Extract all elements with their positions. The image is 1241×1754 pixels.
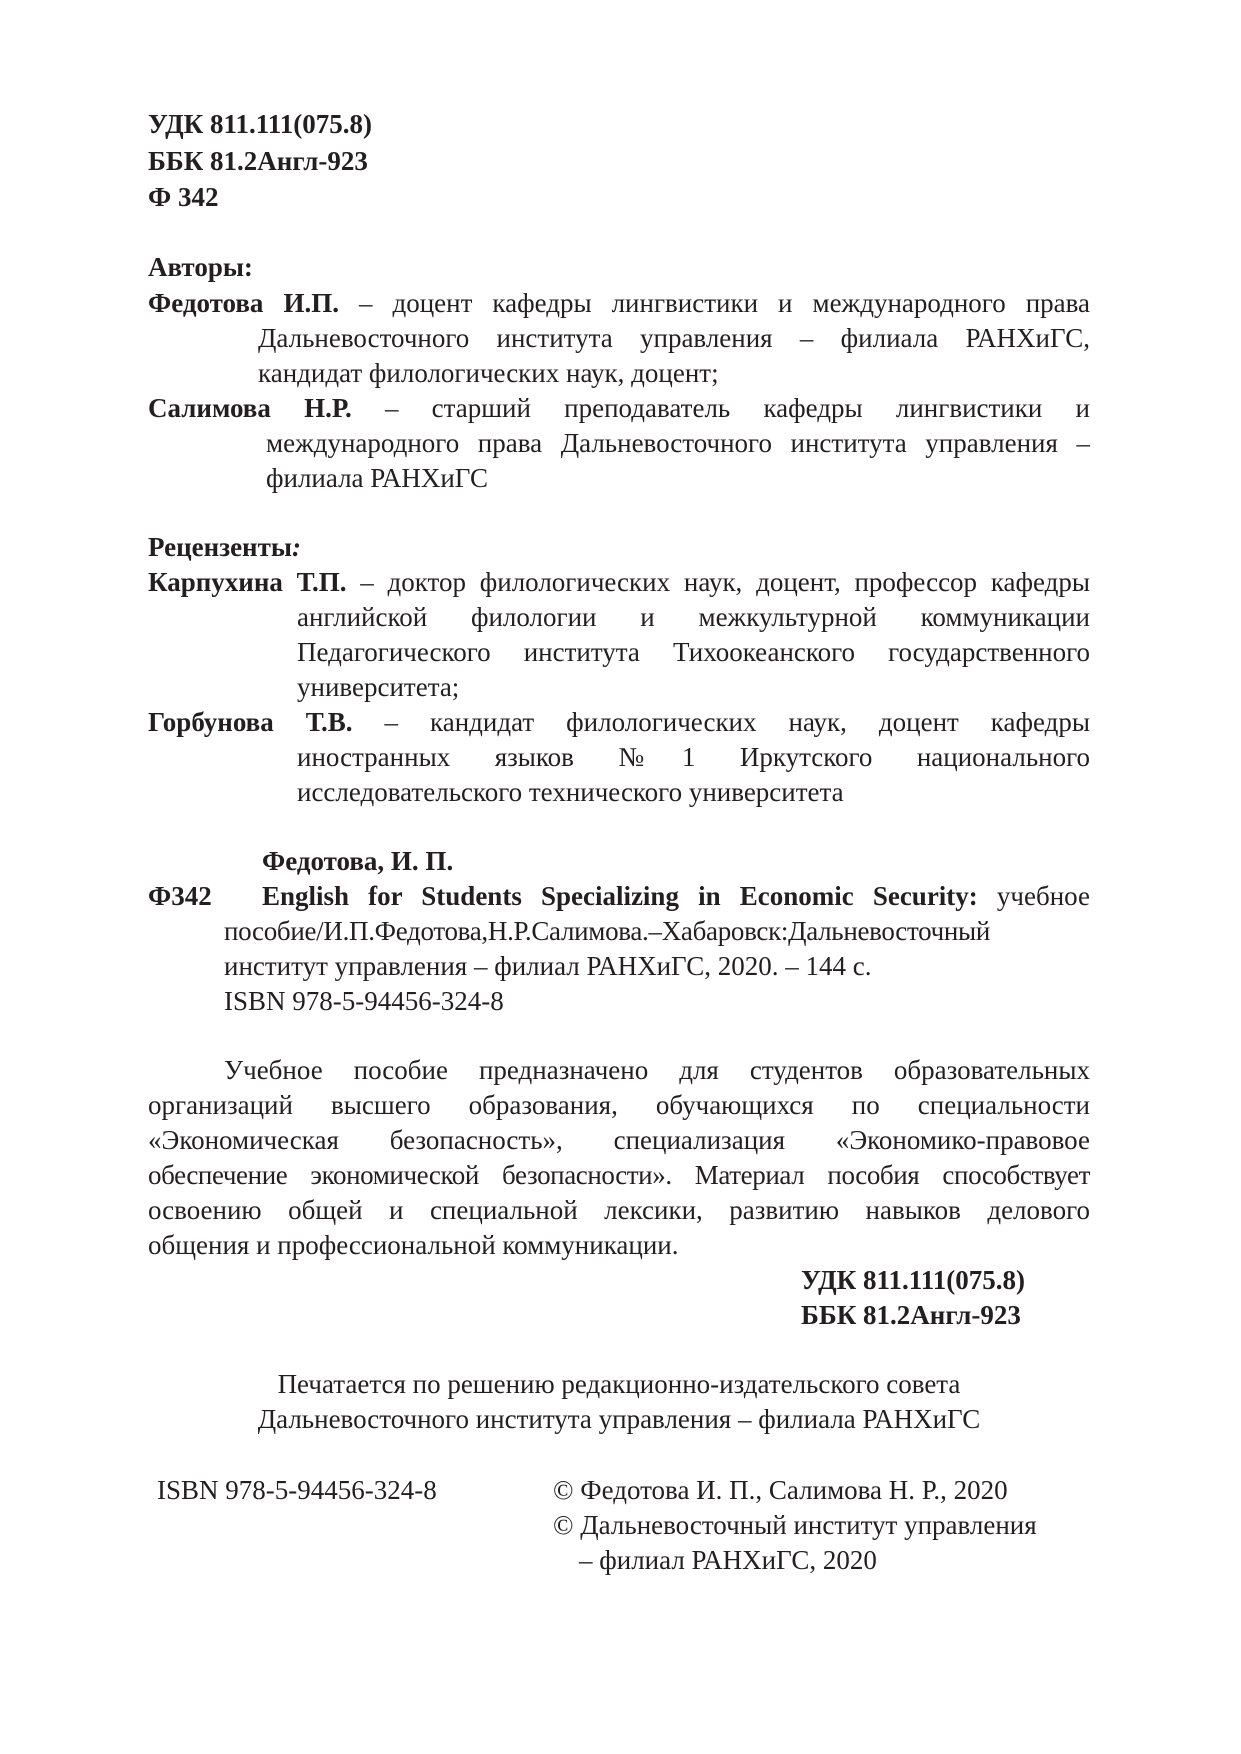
abstract-line-2: организаций высшего образования, обучающихся по специальности [148, 1090, 1090, 1120]
author-entry-1-line-3: кандидат филологических наук, доцент; [258, 358, 719, 388]
reviewer-name: Карпухина Т.П. [148, 567, 347, 597]
abstract-line-1: Учебное пособие предназначено для студентов образовательных [224, 1055, 1090, 1085]
header-bbk: ББК 81.2Англ-923 [148, 146, 368, 176]
biblio-line-3: институт управления – филиал РАНХиГС, 2020. – 144 с. [224, 951, 872, 981]
author-desc: – старший преподаватель кафедры лингвистики и [384, 393, 1090, 423]
council-line-2: Дальневосточного института управления – филиала РАНХиГС [257, 1404, 981, 1434]
biblio-isbn: ISBN 978-5-94456-324-8 [224, 986, 504, 1016]
footer-isbn: ISBN 978-5-94456-324-8 [157, 1475, 437, 1505]
author-entry-2-line-2: международного права Дальневосточного института управления – [266, 428, 1090, 458]
authors-heading: Авторы: [148, 252, 253, 282]
abstract-line-3: «Экономическая безопасность», специализация «Экономико-правовое [148, 1125, 1090, 1155]
biblio-line-1: учебное [996, 881, 1090, 911]
author-entry-1-line-1 [148, 286, 1090, 320]
footer-copyright-institute: © Дальневосточный институт управления [553, 1510, 1037, 1540]
footer-copyright-branch: – филиал РАНХиГС, 2020 [579, 1545, 877, 1575]
reviewer-entry-1-line-3: Педагогического института Тихоокеанского государственного [297, 637, 1090, 667]
author-desc: – доцент кафедры лингвистики и международного права [358, 288, 1091, 318]
footer-copyright-authors: © Федотова И. П., Салимова Н. Р., 2020 [553, 1475, 1008, 1505]
abstract-bbk: ББК 81.2Англ-923 [801, 1300, 1021, 1330]
abstract-line-4: обеспечение экономической безопасности». Материал пособия способствует [148, 1160, 1090, 1190]
author-entry-2-line-3: филиала РАНХиГС [266, 463, 489, 493]
reviewer-entry-2-line-2: иностранных языков №1 Иркутского национального [297, 742, 1090, 772]
reviewer-entry-1-line-2: английской филологии и межкультурной коммуникации [297, 602, 1090, 632]
author-name: Салимова Н.Р. [148, 393, 352, 423]
abstract-line-6: общения и профессиональной коммуникации. [148, 1230, 679, 1260]
biblio-title-line [262, 879, 1090, 913]
reviewer-desc: – кандидат филологических наук, доцент кафедры [384, 707, 1090, 737]
reviewer-entry-1-line-4: университета; [297, 672, 460, 702]
biblio-line-2: пособие/И.П.Федотова,Н.Р.Салимова.–Хабаровск:Дальневосточный [224, 916, 991, 946]
biblio-code: Ф342 [148, 881, 212, 911]
biblio-author: Федотова, И. П. [262, 846, 454, 876]
header-code: Ф 342 [148, 182, 219, 212]
author-entry-2-line-1 [148, 391, 1090, 425]
author-name: Федотова И.П. [148, 288, 339, 318]
abstract-udk: УДК 811.111(075.8) [801, 1265, 1026, 1295]
reviewers-heading-colon: : [291, 532, 301, 562]
reviewer-name: Горбунова Т.В. [148, 707, 353, 737]
reviewer-entry-2-line-3: исследовательского технического университета [297, 777, 844, 807]
header-udk: УДК 811.111(075.8) [148, 109, 373, 139]
reviewer-entry-1-line-1 [148, 565, 1090, 599]
council-line-1: Печатается по решению редакционно-издательского совета [277, 1369, 961, 1399]
reviewers-heading [148, 530, 301, 564]
biblio-title: English for Students Specializing in Economic Security: [262, 881, 978, 911]
author-entry-1-line-2: Дальневосточного института управления – филиала РАНХиГС, [258, 323, 1090, 353]
reviewers-heading-text: Рецензенты [148, 532, 292, 562]
reviewer-desc: – доктор филологических наук, доцент, профессор кафедры [360, 567, 1091, 597]
abstract-line-5: освоению общей и специальной лексики, развитию навыков делового [148, 1195, 1090, 1225]
reviewer-entry-2-line-1 [148, 705, 1090, 739]
